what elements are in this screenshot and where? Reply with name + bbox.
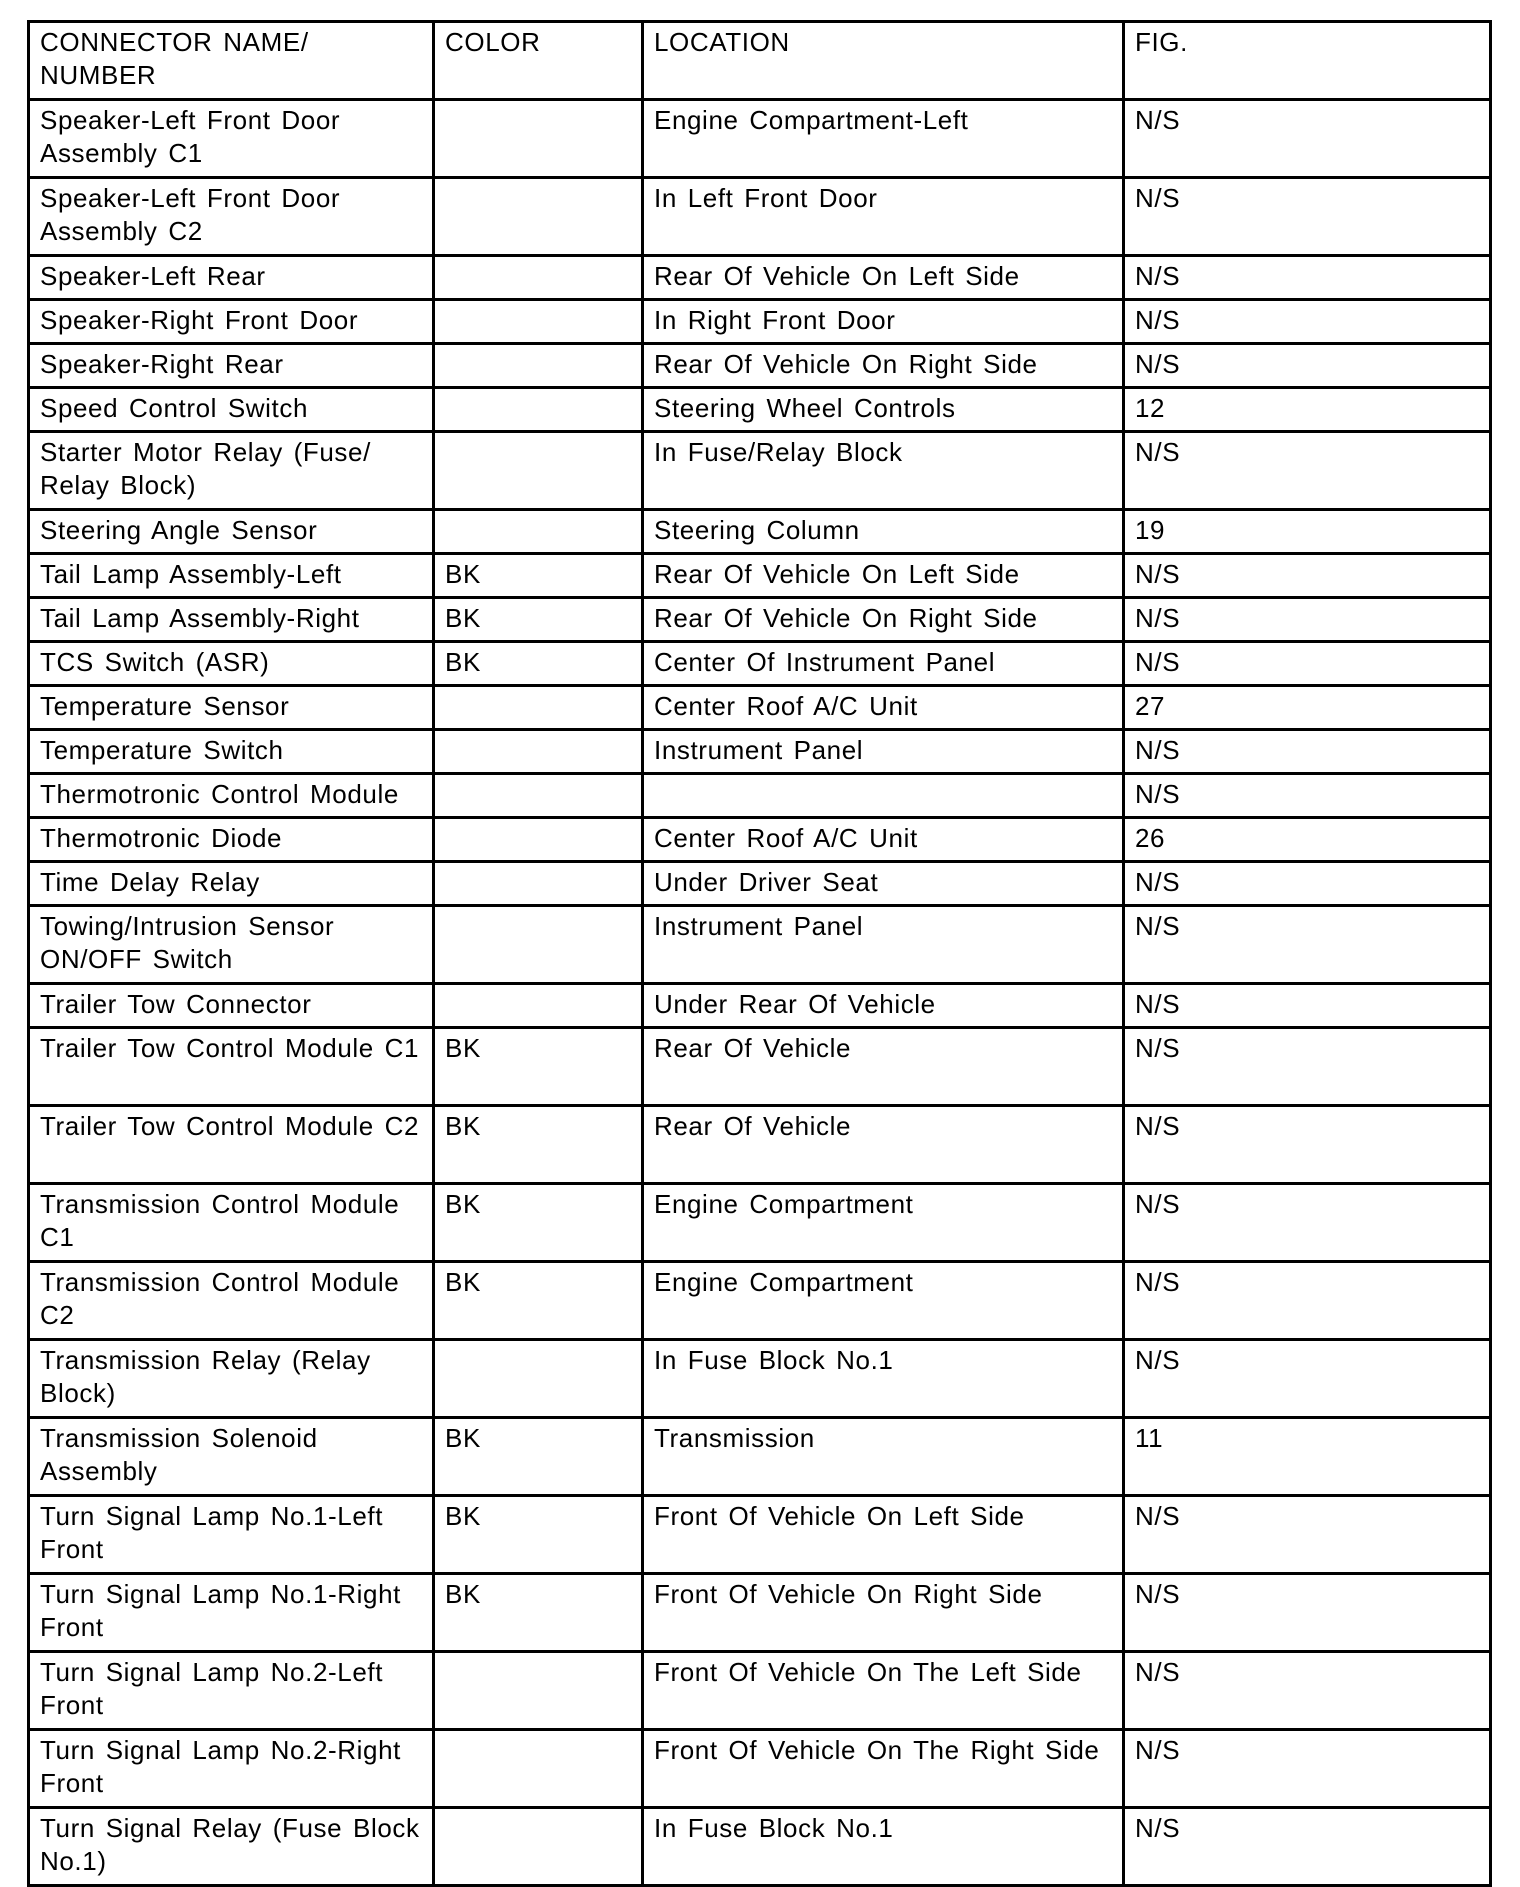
cell-location: Under Rear Of Vehicle (643, 984, 1124, 1028)
cell-connector-name: Thermotronic Control Module (29, 774, 434, 818)
cell-fig: N/S (1124, 906, 1491, 984)
table-row (29, 344, 1491, 388)
cell-color: BK (434, 1028, 643, 1106)
cell-fig: N/S (1124, 1808, 1491, 1886)
cell-location: Steering Column (643, 510, 1124, 554)
cell-location: Center Of Instrument Panel (643, 642, 1124, 686)
cell-color (434, 344, 643, 388)
cell-color (434, 984, 643, 1028)
cell-connector-name: Transmission Relay (Relay Block) (29, 1340, 434, 1418)
cell-color (434, 906, 643, 984)
cell-location: Center Roof A/C Unit (643, 686, 1124, 730)
table-row (29, 1340, 1491, 1418)
cell-color: BK (434, 1574, 643, 1652)
cell-color (434, 388, 643, 432)
table-row (29, 100, 1491, 178)
table-row (29, 1184, 1491, 1262)
cell-location: In Fuse Block No.1 (643, 1808, 1124, 1886)
cell-color (434, 1808, 643, 1886)
cell-connector-name: Transmission Solenoid Assembly (29, 1418, 434, 1496)
cell-location: In Fuse/Relay Block (643, 432, 1124, 510)
cell-location: Engine Compartment-Left (643, 100, 1124, 178)
cell-location: Instrument Panel (643, 730, 1124, 774)
cell-fig: N/S (1124, 862, 1491, 906)
cell-color (434, 774, 643, 818)
cell-color (434, 1340, 643, 1418)
table-row (29, 1028, 1491, 1106)
cell-location: Rear Of Vehicle On Left Side (643, 554, 1124, 598)
cell-fig: N/S (1124, 1262, 1491, 1340)
table-row (29, 178, 1491, 256)
cell-location: Engine Compartment (643, 1262, 1124, 1340)
cell-location: Rear Of Vehicle (643, 1106, 1124, 1184)
cell-color: BK (434, 1106, 643, 1184)
cell-connector-name: Turn Signal Lamp No.2-Left Front (29, 1652, 434, 1730)
cell-location: Under Driver Seat (643, 862, 1124, 906)
table-row (29, 862, 1491, 906)
cell-color: BK (434, 1496, 643, 1574)
table-row (29, 1106, 1491, 1184)
table-row (29, 984, 1491, 1028)
table-row (29, 598, 1491, 642)
cell-fig: 26 (1124, 818, 1491, 862)
table-row (29, 1652, 1491, 1730)
cell-fig: 27 (1124, 686, 1491, 730)
cell-connector-name: Trailer Tow Connector (29, 984, 434, 1028)
cell-location: Rear Of Vehicle On Right Side (643, 344, 1124, 388)
cell-fig: N/S (1124, 598, 1491, 642)
table-row (29, 906, 1491, 984)
cell-connector-name: Speaker-Left Rear (29, 256, 434, 300)
cell-connector-name: Trailer Tow Control Module C2 (29, 1106, 434, 1184)
cell-connector-name: Steering Angle Sensor (29, 510, 434, 554)
table-row (29, 774, 1491, 818)
cell-connector-name: Thermotronic Diode (29, 818, 434, 862)
table-row (29, 1262, 1491, 1340)
cell-location (643, 774, 1124, 818)
cell-fig: N/S (1124, 984, 1491, 1028)
cell-color: BK (434, 1184, 643, 1262)
cell-fig: 19 (1124, 510, 1491, 554)
cell-fig: N/S (1124, 642, 1491, 686)
cell-location: In Left Front Door (643, 178, 1124, 256)
table-row (29, 510, 1491, 554)
cell-connector-name: Temperature Switch (29, 730, 434, 774)
cell-connector-name: Speaker-Right Front Door (29, 300, 434, 344)
cell-connector-name: Turn Signal Lamp No.2-Right Front (29, 1730, 434, 1808)
cell-fig: N/S (1124, 1106, 1491, 1184)
connector-table (27, 20, 1492, 1887)
table-row (29, 818, 1491, 862)
cell-connector-name: Speaker-Right Rear (29, 344, 434, 388)
table-row (29, 432, 1491, 510)
cell-fig: N/S (1124, 100, 1491, 178)
cell-location: Rear Of Vehicle On Left Side (643, 256, 1124, 300)
table-row (29, 256, 1491, 300)
table-row (29, 686, 1491, 730)
cell-color: BK (434, 554, 643, 598)
cell-color (434, 300, 643, 344)
cell-connector-name: Speed Control Switch (29, 388, 434, 432)
cell-fig: N/S (1124, 1184, 1491, 1262)
cell-fig: N/S (1124, 1028, 1491, 1106)
cell-fig: N/S (1124, 774, 1491, 818)
header-fig: FIG. (1124, 22, 1491, 100)
table-row (29, 1574, 1491, 1652)
cell-connector-name: Speaker-Left Front Door Assembly C2 (29, 178, 434, 256)
cell-fig: 11 (1124, 1418, 1491, 1496)
cell-color (434, 818, 643, 862)
cell-connector-name: Starter Motor Relay (Fuse/ Relay Block) (29, 432, 434, 510)
cell-location: Transmission (643, 1418, 1124, 1496)
cell-connector-name: Time Delay Relay (29, 862, 434, 906)
cell-location: Front Of Vehicle On Left Side (643, 1496, 1124, 1574)
cell-color: BK (434, 642, 643, 686)
cell-fig: N/S (1124, 178, 1491, 256)
table-row (29, 1496, 1491, 1574)
cell-color: BK (434, 1418, 643, 1496)
cell-connector-name: Transmission Control Module C1 (29, 1184, 434, 1262)
cell-connector-name: Tail Lamp Assembly-Left (29, 554, 434, 598)
cell-color (434, 1730, 643, 1808)
header-location: LOCATION (643, 22, 1124, 100)
table-header-row (29, 22, 1491, 100)
cell-color (434, 178, 643, 256)
cell-fig: N/S (1124, 432, 1491, 510)
cell-color (434, 432, 643, 510)
header-color: COLOR (434, 22, 643, 100)
cell-location: Engine Compartment (643, 1184, 1124, 1262)
cell-connector-name: Turn Signal Relay (Fuse Block No.1) (29, 1808, 434, 1886)
cell-connector-name: TCS Switch (ASR) (29, 642, 434, 686)
cell-location: In Right Front Door (643, 300, 1124, 344)
cell-location: Front Of Vehicle On The Left Side (643, 1652, 1124, 1730)
table-row (29, 300, 1491, 344)
header-connector-name: CONNECTOR NAME/ NUMBER (29, 22, 434, 100)
cell-location: Front Of Vehicle On Right Side (643, 1574, 1124, 1652)
cell-color: BK (434, 598, 643, 642)
cell-connector-name: Turn Signal Lamp No.1-Right Front (29, 1574, 434, 1652)
cell-connector-name: Speaker-Left Front Door Assembly C1 (29, 100, 434, 178)
cell-location: Rear Of Vehicle On Right Side (643, 598, 1124, 642)
cell-connector-name: Temperature Sensor (29, 686, 434, 730)
cell-color (434, 1652, 643, 1730)
cell-color (434, 256, 643, 300)
cell-fig: N/S (1124, 300, 1491, 344)
cell-fig: N/S (1124, 1340, 1491, 1418)
cell-connector-name: Towing/Intrusion Sensor ON/OFF Switch (29, 906, 434, 984)
cell-fig: N/S (1124, 1574, 1491, 1652)
table-row (29, 1730, 1491, 1808)
cell-color (434, 100, 643, 178)
cell-color (434, 510, 643, 554)
cell-connector-name: Trailer Tow Control Module C1 (29, 1028, 434, 1106)
table-row (29, 554, 1491, 598)
connector-table-page (27, 20, 1489, 1887)
table-row (29, 730, 1491, 774)
cell-fig: N/S (1124, 344, 1491, 388)
cell-fig: N/S (1124, 1730, 1491, 1808)
table-row (29, 1418, 1491, 1496)
cell-fig: N/S (1124, 554, 1491, 598)
cell-location: Center Roof A/C Unit (643, 818, 1124, 862)
cell-connector-name: Turn Signal Lamp No.1-Left Front (29, 1496, 434, 1574)
cell-fig: N/S (1124, 1652, 1491, 1730)
table-row (29, 1808, 1491, 1886)
cell-color: BK (434, 1262, 643, 1340)
cell-color (434, 686, 643, 730)
cell-fig: N/S (1124, 256, 1491, 300)
cell-location: Front Of Vehicle On The Right Side (643, 1730, 1124, 1808)
cell-connector-name: Tail Lamp Assembly-Right (29, 598, 434, 642)
cell-connector-name: Transmission Control Module C2 (29, 1262, 434, 1340)
cell-location: Instrument Panel (643, 906, 1124, 984)
table-row (29, 642, 1491, 686)
cell-location: In Fuse Block No.1 (643, 1340, 1124, 1418)
cell-color (434, 862, 643, 906)
table-row (29, 388, 1491, 432)
cell-color (434, 730, 643, 774)
cell-fig: N/S (1124, 730, 1491, 774)
cell-fig: N/S (1124, 1496, 1491, 1574)
cell-location: Rear Of Vehicle (643, 1028, 1124, 1106)
cell-fig: 12 (1124, 388, 1491, 432)
cell-location: Steering Wheel Controls (643, 388, 1124, 432)
